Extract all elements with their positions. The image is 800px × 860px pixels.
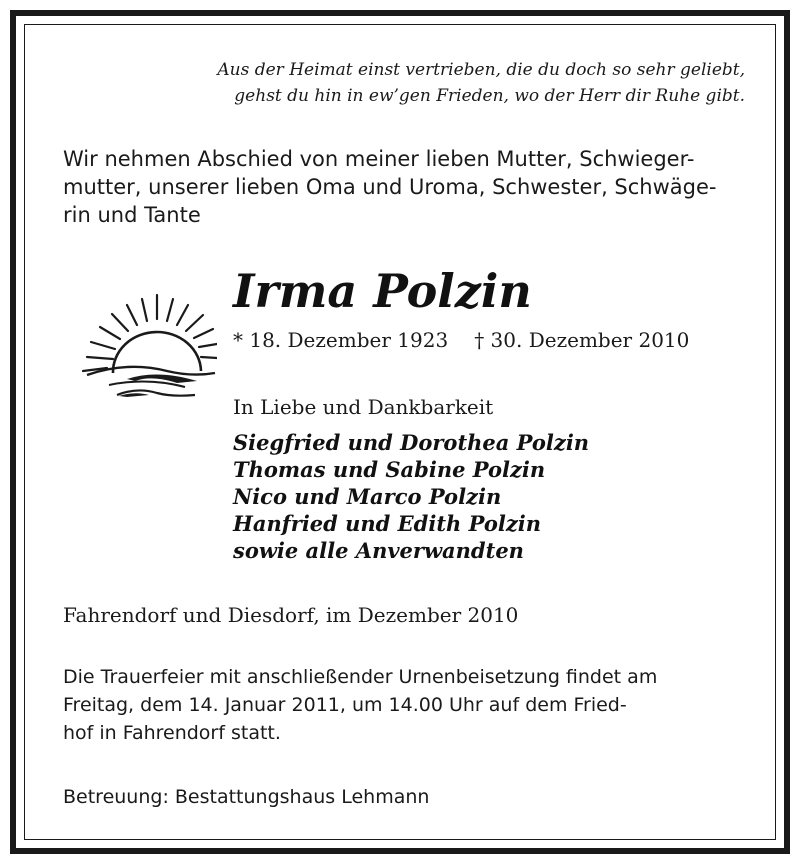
mourner-name: sowie alle Anverwandten <box>233 538 524 563</box>
farewell-intro <box>63 145 753 229</box>
sunrise-icon <box>57 275 217 400</box>
mourner-name: Hanfried und Edith Polzin <box>233 511 542 536</box>
deceased-name: Irma Polzin <box>233 264 532 318</box>
poem-line: Aus der Heimat einst vertrieben, die du doch so sehr geliebt, <box>217 60 745 80</box>
intro-line: mutter, unserer lieben Oma und Uroma, Schwester, Schwäge- <box>63 175 717 199</box>
intro-line: rin und Tante <box>63 203 201 227</box>
mourner-name: Thomas und Sabine Polzin <box>233 457 546 482</box>
intro-line: Wir nehmen Abschied von meiner lieben Mutter, Schwieger- <box>63 147 695 171</box>
funeral-home: Betreuung: Bestattungshaus Lehmann <box>63 786 430 808</box>
funeral-line: Freitag, dem 14. Januar 2011, um 14.00 Uhr auf dem Fried- <box>63 694 627 716</box>
place-and-date: Fahrendorf und Diesdorf, im Dezember 2010 <box>63 603 519 627</box>
mourner-name: Siegfried und Dorothea Polzin <box>233 430 590 455</box>
mourner-name: Nico und Marco Polzin <box>233 484 502 509</box>
mourners-intro: In Liebe und Dankbarkeit <box>233 395 494 419</box>
mourners-list <box>233 429 589 564</box>
funeral-line: Die Trauerfeier mit anschließender Urnenbeisetzung findet am <box>63 666 658 688</box>
poem-line: gehst du hin in ew’gen Frieden, wo der Herr dir Ruhe gibt. <box>234 86 745 106</box>
birth-date: * 18. Dezember 1923 <box>233 328 449 352</box>
funeral-line: hof in Fahrendorf statt. <box>63 722 281 744</box>
obituary-inner-border <box>24 24 776 840</box>
funeral-notice <box>63 663 763 747</box>
obituary-frame <box>10 10 790 854</box>
poem-verse <box>185 57 745 109</box>
death-date: † 30. Dezember 2010 <box>474 328 690 352</box>
life-dates <box>233 326 689 354</box>
